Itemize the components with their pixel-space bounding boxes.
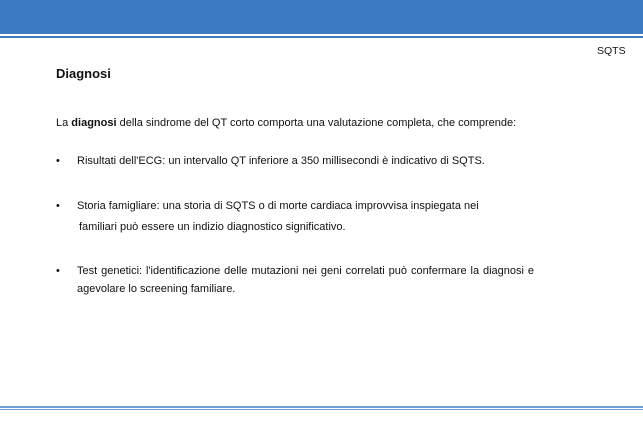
footer-divider (0, 406, 643, 408)
list-item-genetic-tests: Test genetici: l'identificazione delle mutazioni nei geni correlati può confermare la diagnosi e agevolare lo screening familiare. (77, 265, 534, 295)
bullet-2: • (56, 200, 60, 212)
list-item-ecg: Risultati dell'ECG: un intervallo QT inferiore a 350 millisecondi è indicativo di SQTS. (77, 155, 485, 167)
list-item-family-history: Storia famigliare: una storia di SQTS o di morte cardiaca improvvisa inspiegata nei (77, 200, 479, 212)
intro-rest: della sindrome del QT corto comporta una valutazione completa, che comprende: (116, 117, 517, 129)
bullet-1: • (56, 155, 60, 167)
header-bar (0, 0, 643, 34)
footer-divider-thin (0, 409, 643, 410)
bullet-3: • (56, 265, 60, 277)
header-tag: SQTS (597, 45, 626, 57)
intro-prefix: La (56, 117, 72, 129)
intro-bold-term: diagnosi (71, 117, 117, 129)
section-title: Diagnosi (56, 66, 111, 81)
intro-paragraph (56, 114, 534, 132)
header-divider (0, 36, 643, 38)
list-item-family-history-cont: familiari può essere un indizio diagnostico significativo. (79, 221, 346, 233)
